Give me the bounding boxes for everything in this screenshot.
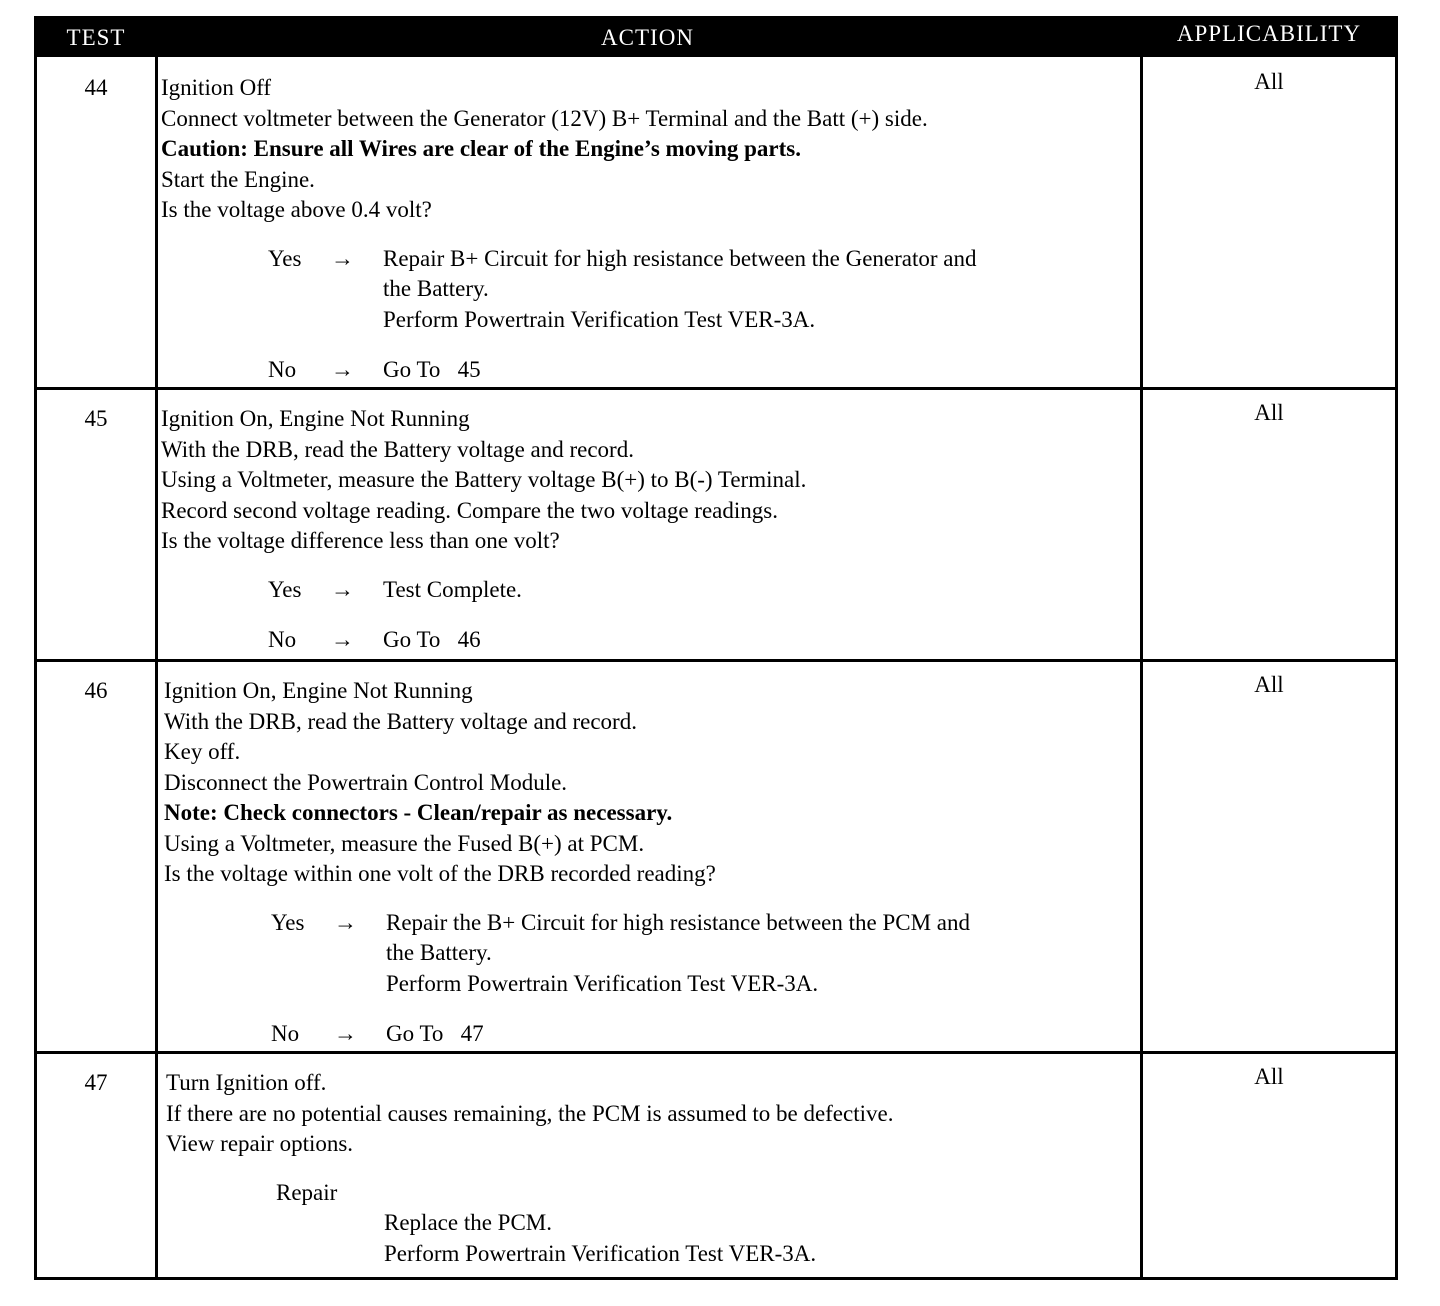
repair-line: Perform Powertrain Verification Test VER-3A. — [384, 1240, 817, 1266]
action-line: Ignition On, Engine Not Running — [164, 678, 473, 703]
action-line: Using a Voltmeter, measure the Fused B(+) at PCM. — [164, 830, 645, 856]
action-text — [161, 73, 1133, 386]
test-number: 45 — [84, 406, 108, 431]
arrow-icon: → — [331, 627, 354, 652]
no-answer — [164, 1019, 1133, 1050]
arrow-icon: → — [331, 357, 354, 382]
row-divider — [37, 659, 1395, 662]
no-label: No — [268, 357, 297, 382]
row-divider — [37, 1051, 1395, 1054]
action-line: Start the Engine. — [161, 166, 315, 192]
yes-answer — [161, 244, 1133, 336]
no-label: No — [271, 1021, 300, 1046]
repair-label: Repair — [276, 1179, 338, 1205]
yes-answer — [164, 908, 1133, 1000]
column-divider-test — [155, 57, 158, 1277]
diagnostic-table — [34, 16, 1398, 1280]
yes-label: Yes — [271, 909, 305, 935]
caution-line: Caution: Ensure all Wires are clear of the Engine’s moving parts. — [161, 136, 801, 161]
arrow-icon: → — [334, 909, 357, 935]
action-line: Connect voltmeter between the Generator (12V) B+ Terminal and the Batt (+) side. — [161, 105, 928, 131]
header-action: ACTION — [601, 25, 694, 50]
arrow-icon: → — [331, 576, 354, 602]
result-line: the Battery. — [386, 940, 492, 965]
goto-text: Go To 46 — [383, 627, 481, 652]
yes-label: Yes — [268, 576, 302, 602]
action-line: Turn Ignition off. — [166, 1070, 327, 1095]
result-line: Repair B+ Circuit for high resistance between the Generator and — [383, 245, 977, 271]
action-line: View repair options. — [166, 1131, 354, 1156]
result-line: Perform Powertrain Verification Test VER-3A. — [386, 970, 819, 996]
applicability-value: All — [1254, 69, 1284, 94]
no-answer — [161, 355, 1133, 386]
test-number: 46 — [84, 678, 108, 703]
action-line: With the DRB, read the Battery voltage and record. — [161, 436, 634, 462]
table-header — [37, 19, 1395, 57]
action-text — [161, 404, 1133, 656]
action-line: Disconnect the Powertrain Control Module. — [164, 769, 568, 795]
yes-answer — [161, 575, 1133, 606]
arrow-icon: → — [334, 1021, 357, 1046]
note-line: Note: Check connectors - Clean/repair as necessary. — [164, 800, 673, 825]
action-text — [166, 1068, 1133, 1269]
action-line: Record second voltage reading. Compare the two voltage readings. — [161, 497, 778, 523]
result-line: Perform Powertrain Verification Test VER-3A. — [383, 306, 816, 332]
action-line: Is the voltage above 0.4 volt? — [161, 197, 432, 222]
action-line: Is the voltage difference less than one volt? — [161, 528, 560, 553]
action-text — [164, 676, 1133, 1050]
action-line: If there are no potential causes remaining, the PCM is assumed to be defective. — [166, 1100, 894, 1126]
applicability-value: All — [1254, 1064, 1284, 1089]
action-line: With the DRB, read the Battery voltage and record. — [164, 708, 637, 734]
result-line: Repair the B+ Circuit for high resistance between the PCM and — [386, 909, 970, 935]
arrow-icon: → — [331, 245, 354, 271]
header-applicability: APPLICABILITY — [1176, 21, 1362, 46]
result-line: Test Complete. — [383, 576, 522, 602]
test-number: 44 — [84, 75, 108, 100]
test-number: 47 — [84, 1070, 108, 1095]
column-divider-applicability — [1140, 57, 1143, 1277]
action-line: Ignition On, Engine Not Running — [161, 406, 470, 431]
applicability-value: All — [1254, 400, 1284, 425]
row-divider — [37, 387, 1395, 390]
repair-options — [384, 1208, 1133, 1269]
repair-line: Replace the PCM. — [384, 1210, 552, 1235]
no-label: No — [268, 627, 297, 652]
action-line: Is the voltage within one volt of the DRB recorded reading? — [164, 861, 716, 886]
goto-text: Go To 47 — [386, 1021, 484, 1046]
result-line: the Battery. — [383, 276, 489, 301]
applicability-value: All — [1254, 672, 1284, 697]
goto-text: Go To 45 — [383, 357, 481, 382]
header-test: TEST — [66, 25, 126, 50]
yes-label: Yes — [268, 245, 302, 271]
action-line: Ignition Off — [161, 75, 272, 100]
action-line: Key off. — [164, 739, 241, 764]
action-line: Using a Voltmeter, measure the Battery voltage B(+) to B(-) Terminal. — [161, 467, 807, 492]
no-answer — [161, 625, 1133, 656]
